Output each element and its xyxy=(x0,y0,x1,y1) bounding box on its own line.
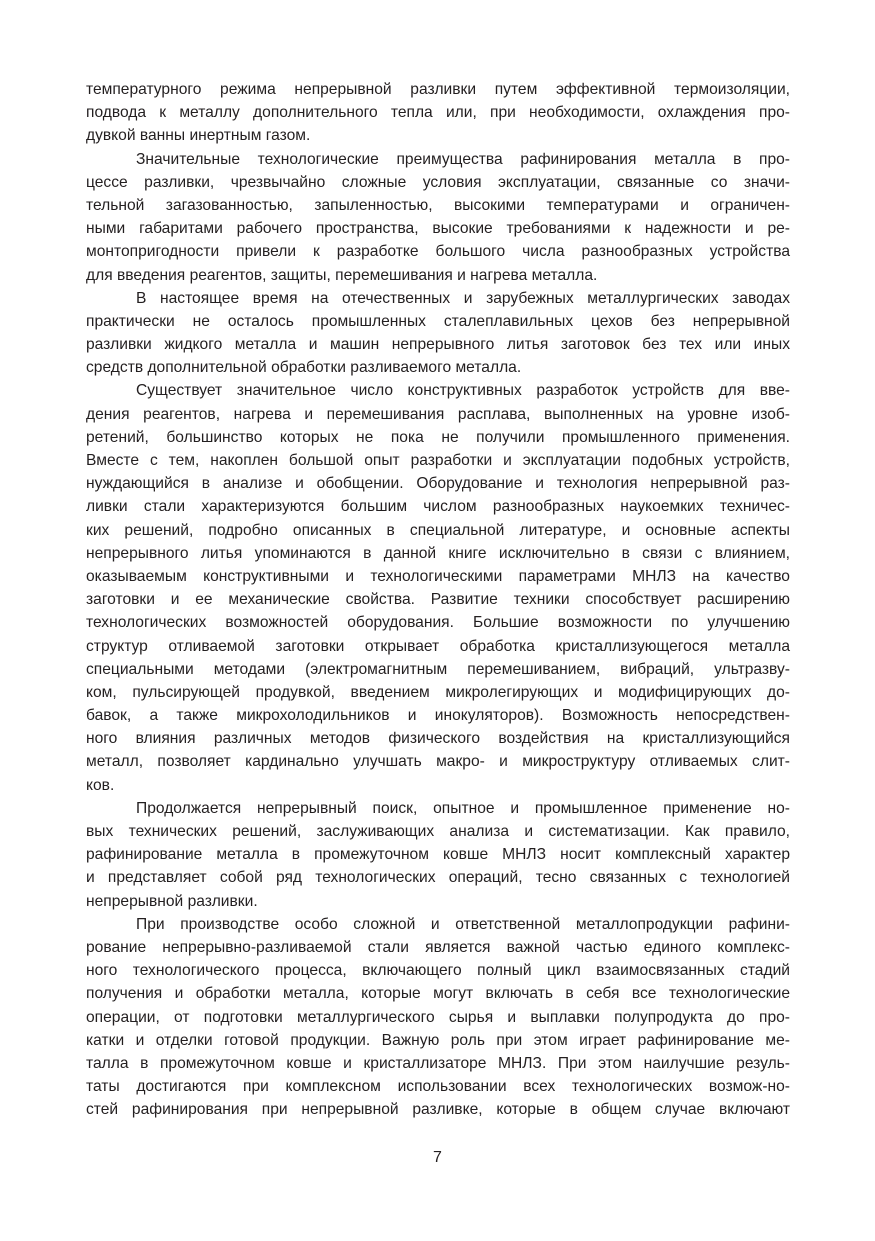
text-line: ков. xyxy=(86,776,115,794)
paragraph xyxy=(86,379,790,796)
text-line: ного технологического процесса, включающего полный цикл взаимосвязанных стадий xyxy=(86,962,790,980)
text-line: катки и отделки готовой продукции. Важную роль при этом играет рафинирование ме- xyxy=(86,1031,790,1049)
text-line: подвода к металлу дополнительного тепла или, при необходимости, охлаждения про- xyxy=(86,104,790,122)
text-line: дения реагентов, нагрева и перемешивания расплава, выполненных на уровне изоб- xyxy=(86,405,790,423)
paragraph xyxy=(86,913,790,1122)
text-line: При производстве особо сложной и ответственной металлопродукции рафини- xyxy=(136,915,790,933)
text-line: дувкой ванны инертным газом. xyxy=(86,127,311,145)
text-line: разливки жидкого металла и машин непрерывного литья заготовок без тех или иных xyxy=(86,336,790,354)
text-line: Продолжается непрерывный поиск, опытное и промышленное применение но- xyxy=(136,799,790,817)
text-line: для введения реагентов, защиты, перемешивания и нагрева металла. xyxy=(86,266,598,284)
text-line: средств дополнительной обработки разливаемого металла. xyxy=(86,359,522,377)
text-line: ными габаритами рабочего пространства, высокие требованиями к надежности и ре- xyxy=(86,220,790,238)
text-line: В настоящее время на отечественных и зарубежных металлургических заводах xyxy=(136,289,790,307)
text-line: монтопригодности привели к разработке большого числа разнообразных устройства xyxy=(86,243,790,261)
text-line: стей рафинирования при непрерывной разливке, которые в общем случае включают xyxy=(86,1101,790,1119)
text-line: металл, позволяет кардинально улучшать макро- и микроструктуру отливаемых слит- xyxy=(86,753,790,771)
page-body xyxy=(86,78,790,1121)
text-line: температурного режима непрерывной разливки путем эффективной термоизоляции, xyxy=(86,81,790,98)
text-line: практически не осталось промышленных сталеплавильных цехов без непрерывной xyxy=(86,312,790,330)
text-line: тельной загазованностью, запыленностью, высокими температурами и ограничен- xyxy=(86,196,790,214)
text-line: и представляет собой ряд технологических операций, тесно связанных с технологией xyxy=(86,869,790,887)
paragraph xyxy=(86,78,790,148)
text-line: цессе разливки, чрезвычайно сложные условия эксплуатации, связанные со значи- xyxy=(86,173,790,191)
text-line: заготовки и ее механические свойства. Развитие техники способствует расширению xyxy=(86,591,790,609)
text-line: специальными методами (электромагнитным перемешиванием, вибраций, ультразву- xyxy=(86,660,790,678)
text-line: операции, от подготовки металлургического сырья и выплавки полупродукта до про- xyxy=(86,1008,790,1026)
paragraph xyxy=(86,797,790,913)
text-line: ких решений, подробно описанных в специальной литературе, и основные аспекты xyxy=(86,521,790,539)
text-line: Значительные технологические преимущества рафинирования металла в про- xyxy=(136,150,790,168)
text-line: Существует значительное число конструктивных разработок устройств для вве- xyxy=(136,382,790,400)
text-line: ретений, большинство которых не пока не получили промышленного применения. xyxy=(86,428,790,446)
text-line: непрерывного литья упоминаются в данной книге исключительно в связи с влиянием, xyxy=(86,544,790,562)
page-number: 7 xyxy=(433,1149,442,1166)
text-line: таты достигаются при комплексном использовании всех технологических возмож-но- xyxy=(86,1078,790,1096)
text-line: оказываемым конструктивными и технологическими параметрами МНЛЗ на качество xyxy=(86,567,790,585)
text-line: Вместе с тем, накоплен большой опыт разработки и эксплуатации подобных устройств, xyxy=(86,452,790,469)
text-line: получения и обработки металла, которые могут включать в себя все технологические xyxy=(86,985,790,1003)
text-line: рафинирование металла в промежуточном ковше МНЛЗ носит комплексный характер xyxy=(86,846,790,864)
text-line: ком, пульсирующей продувкой, введением микролегирующих и модифицирующих до- xyxy=(86,683,790,701)
text-line: рование непрерывно-разливаемой стали является важной частью единого комплекс- xyxy=(86,938,790,956)
text-line: вых технических решений, заслуживающих анализа и систематизации. Как правило, xyxy=(86,823,790,840)
text-line: ливки стали характеризуются большим числом разнообразных наукоемких техничес- xyxy=(86,498,790,516)
text-line: непрерывной разливки. xyxy=(86,892,258,910)
text-line: бавок, а также микрохолодильников и инокуляторов). Возможность непосредствен- xyxy=(86,707,790,725)
text-line: ного влияния различных методов физического воздействия на кристаллизующийся xyxy=(86,730,790,748)
text-line: талла в промежуточном ковше и кристаллизаторе МНЛЗ. При этом наилучшие резуль- xyxy=(86,1054,790,1072)
paragraph xyxy=(86,287,790,380)
text-line: нуждающийся в анализе и обобщении. Оборудование и технология непрерывной раз- xyxy=(86,475,790,493)
text-line: технологических возможностей оборудования. Большие возможности по улучшению xyxy=(86,614,790,632)
paragraph xyxy=(86,148,790,287)
text-line: структур отливаемой заготовки открывает обработка кристаллизующегося металла xyxy=(86,637,790,655)
